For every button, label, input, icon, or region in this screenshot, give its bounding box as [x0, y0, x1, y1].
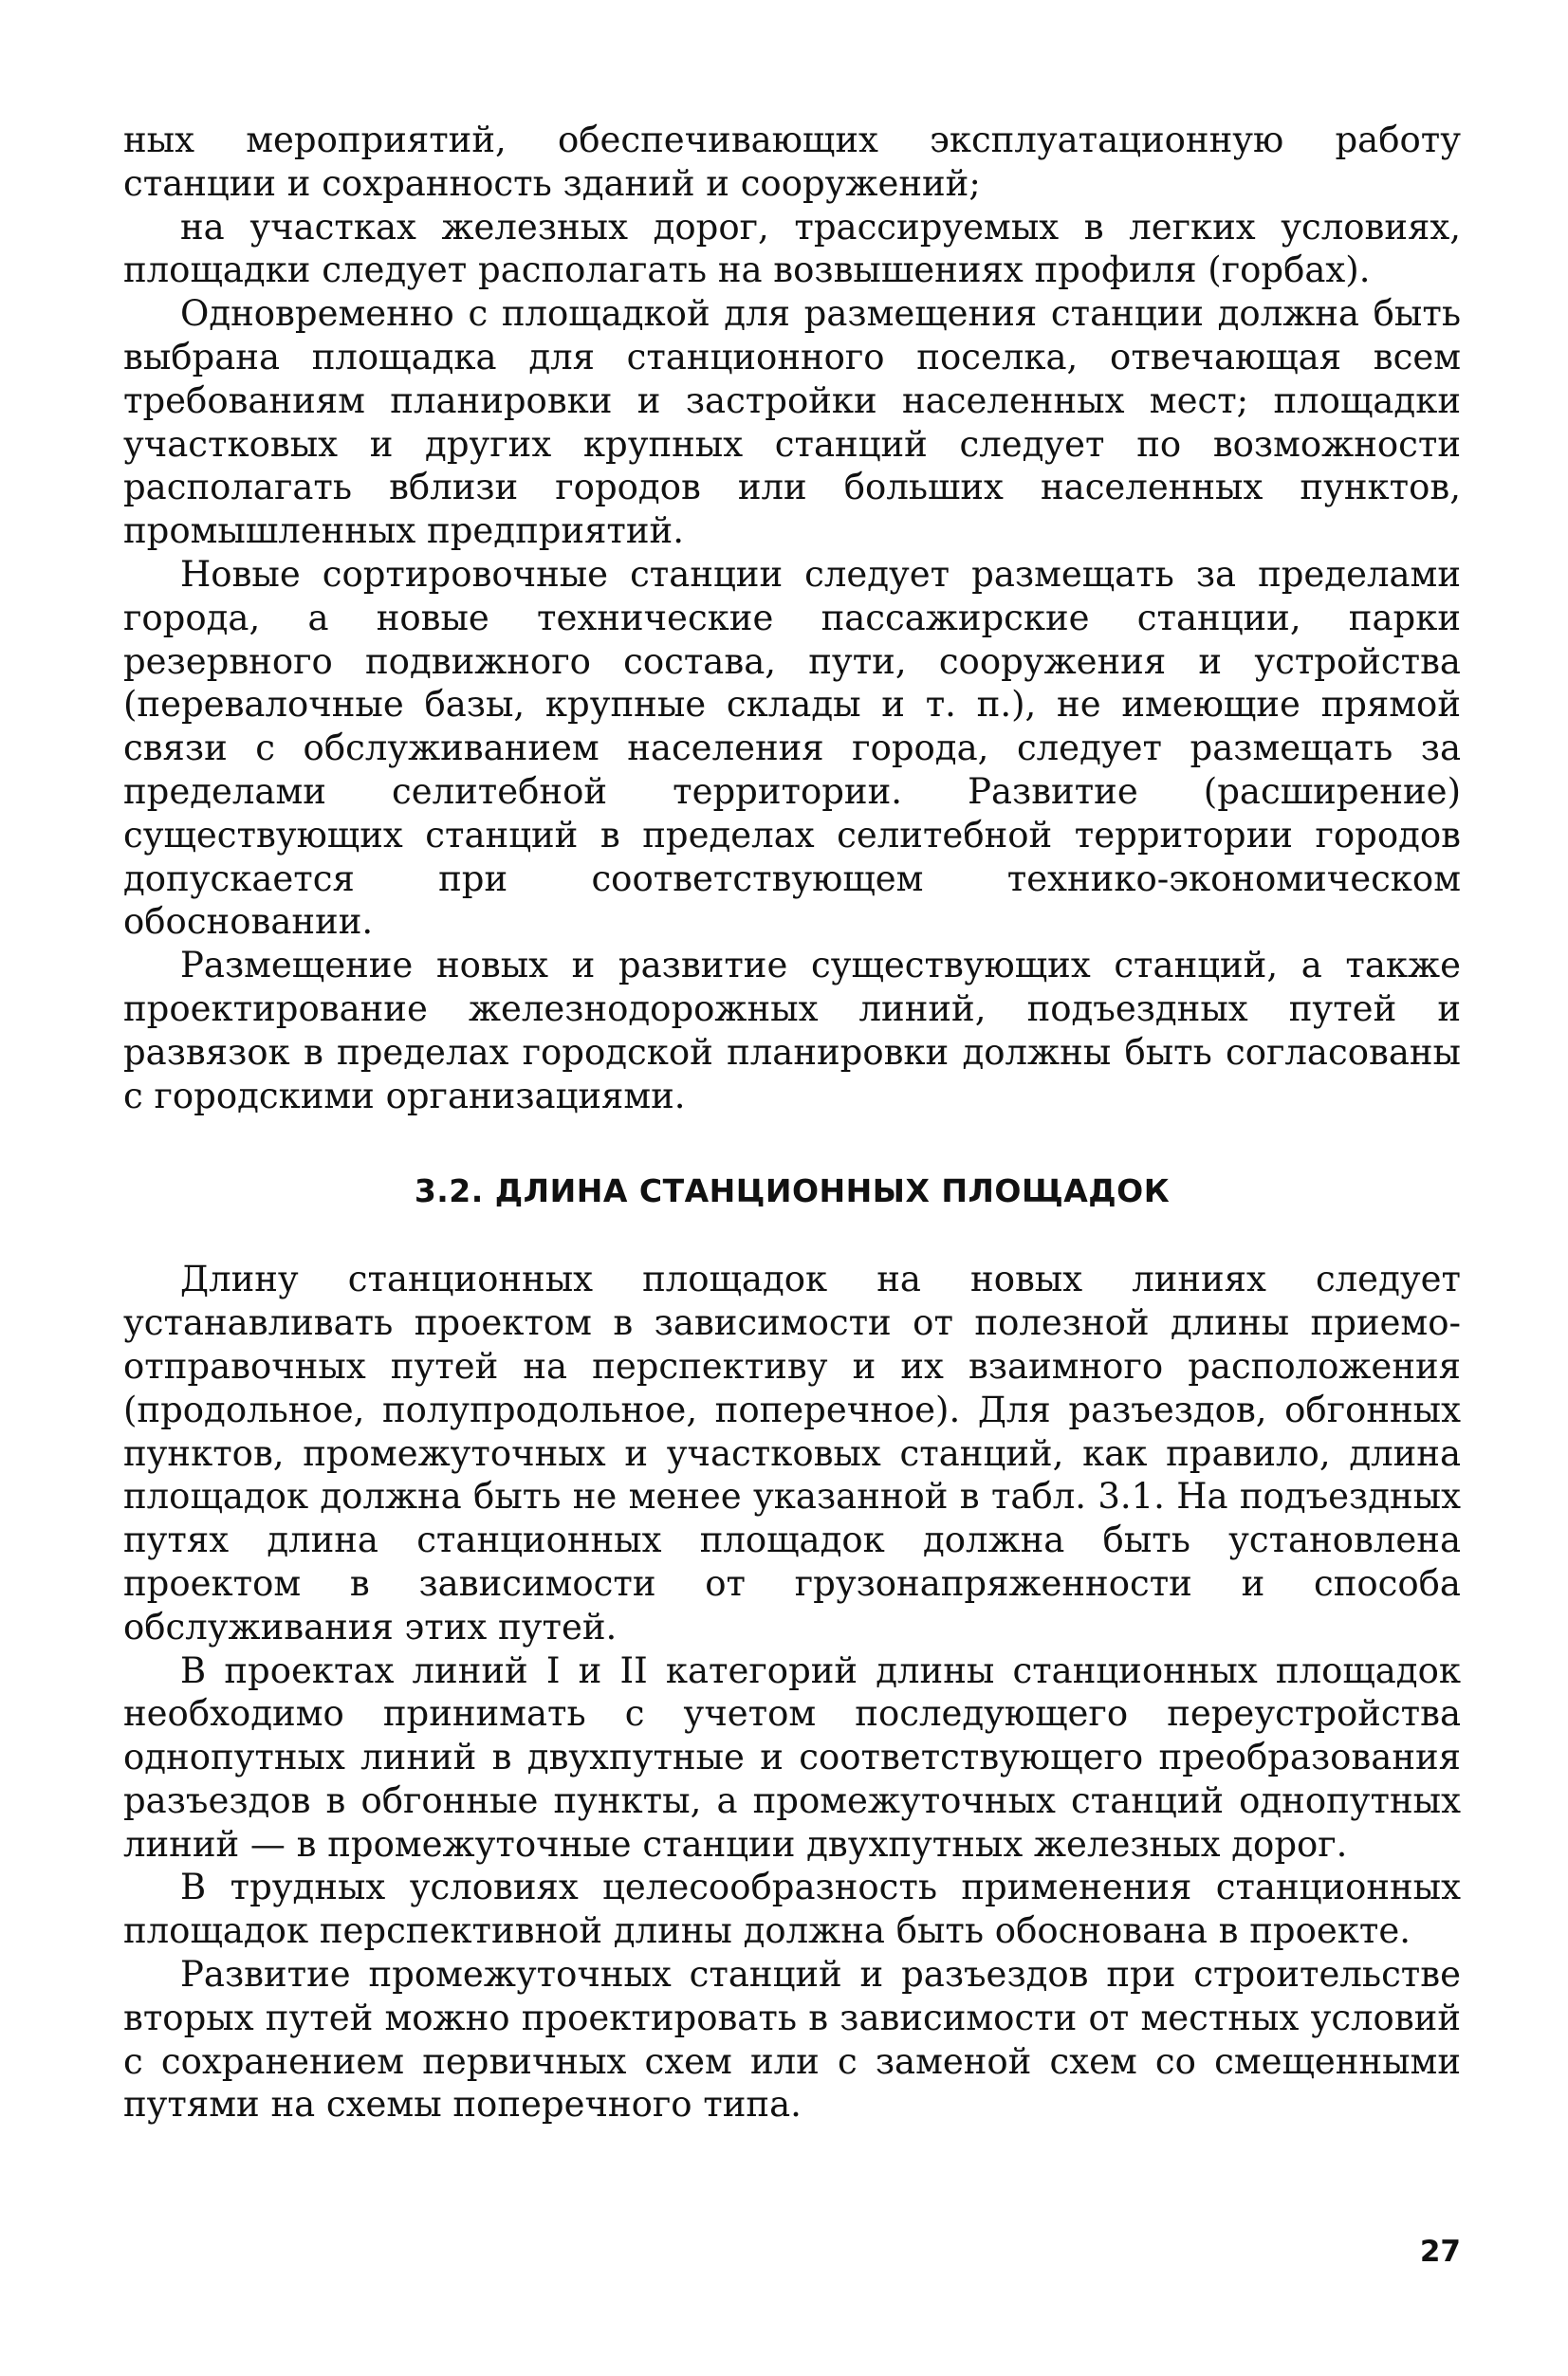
paragraph-platform-length: Длину станционных площадок на новых линиях следует устанавливать проектом в зависимости от полезной длины приемо-отправочных путей на перспективу и их взаимного расположения (продольное, полупродольное, поперечное). Для разъездов, обгонных пунктов, промежуточных и участковых станций, как правило, длина площадок должна быть не менее указанной в табл. 3.1. На подъездных путях длина станционных площадок должна быть установлена проектом в зависимости от грузонапряженности и способа обслуживания этих путей. [123, 1259, 1461, 1648]
paragraph-difficult-conditions: В трудных условиях целесообразность применения станционных площадок перспективной длины должна быть обоснована в проекте. [123, 1867, 1461, 1952]
page-number: 27 [1419, 2235, 1461, 2269]
paragraph-hump-placement: на участках железных дорог, трассируемых в легких условиях, площадки следует располагать на возвышениях профиля (горбах). [123, 206, 1461, 291]
section-heading: 3.2. ДЛИНА СТАНЦИОННЫХ ПЛОЩАДОК [414, 1172, 1171, 1210]
paragraph-second-tracks: Развитие промежуточных станций и разъездов при строительстве вторых путей можно проектировать в зависимости от местных условий с сохранением первичных схем или с заменой схем со смещенными путями на схемы поперечного типа. [123, 1954, 1461, 2126]
paragraph-station-settlement: Одновременно с площадкой для размещения станции должна быть выбрана площадка для станционного поселка, отвечающая всем требованиям планировки и застройки населенных мест; площадки участковых и других крупных станций следует по возможности располагать вблизи городов или больших населенных пунктов, промышленных предприятий. [123, 293, 1461, 552]
paragraph-category-lines: В проектах линий I и II категорий длины станционных площадок необходимо принимать с учетом последующего переустройства однопутных линий в двухпутные и соответствующего преобразования разъездов в обгонные пункты, а промежуточных станций однопутных линий — в промежуточные станции двухпутных железных дорог. [123, 1649, 1461, 1865]
paragraph-sorting-stations: Новые сортировочные станции следует размещать за пределами города, а новые технические пассажирские станции, парки резервного подвижного состава, пути, сооружения и устройства (перевалочные базы, крупные склады и т. п.), не имеющие прямой связи с обслуживанием населения города, следует размещать за пределами селитебной территории. Развитие (расширение) существующих станций в пределах селитебной территории городов допускается при соответствующем технико-экономическом обосновании. [123, 553, 1461, 943]
paragraph-coordination: Размещение новых и развитие существующих станций, а также проектирование железнодорожных линий, подъездных путей и развязок в пределах городской планировки должны быть согласованы с городскими организациями. [123, 945, 1461, 1116]
page-body [123, 119, 1461, 2127]
paragraph-continuation: ных мероприятий, обеспечивающих эксплуатационную работу станции и сохранность зданий и сооружений; [123, 120, 1461, 204]
